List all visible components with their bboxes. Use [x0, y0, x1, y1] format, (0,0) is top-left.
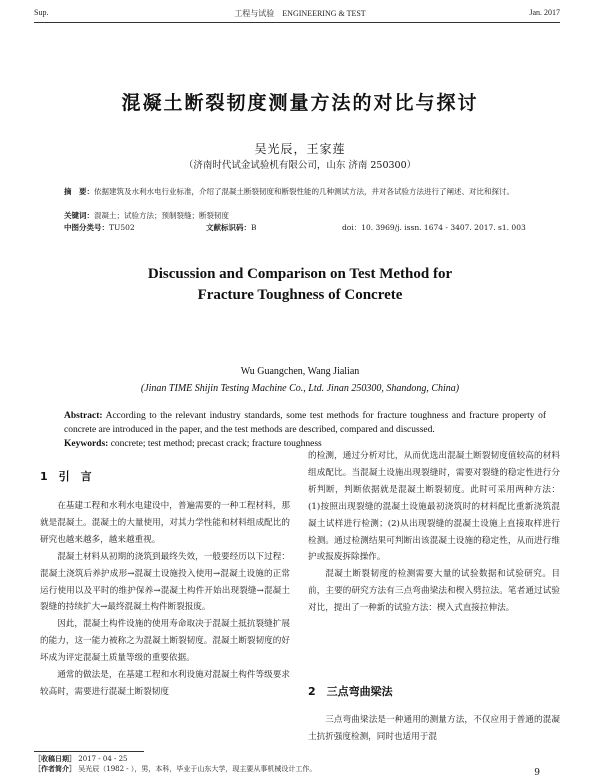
- class-label: 中图分类号：: [64, 223, 109, 232]
- affiliation-english: (Jinan TIME Shijin Testing Machine Co., Ltd. Jinan 250300, Shandong, China): [140, 383, 460, 394]
- body-paragraph: 在基建工程和水利水电建设中，普遍需要的一种工程材料，那就是混凝土。混凝土的大量使用，对其力学性能和材料组成配比的研究也越来越多，越来越重视。: [40, 501, 290, 545]
- affiliation-chinese: （济南时代试金试验机有限公司，山东 济南 250300）: [183, 160, 417, 171]
- doc-value: B: [251, 223, 257, 232]
- header-rule: [34, 22, 560, 23]
- authors-english: Wu Guangchen, Wang Jialian: [240, 366, 360, 377]
- section-2-body: [308, 712, 560, 746]
- body-paragraph: 通常的做法是，在基建工程和水利设施对混凝土构件等级要求较高时，需要进行混凝土断裂韧度: [40, 670, 290, 697]
- received-date: 2017 - 04 - 25: [78, 755, 128, 763]
- author-bio-label: ［作者简介］: [34, 764, 76, 773]
- keywords-text: 混凝土；试验方法；预制裂缝；断裂韧度: [94, 211, 229, 220]
- abstract-english: [64, 409, 546, 451]
- abstract-chinese: [64, 186, 542, 197]
- class-value: TU502: [109, 223, 135, 232]
- body-paragraph: 混凝土材料从初期的浇筑到最终失效，一般要经历以下过程：混凝土浇筑后养护成形→混凝土设施投入使用→混凝土设施的正常运行使用以及平时的维护保养→混凝土构件开始出现裂缝→混凝土裂缝的持续扩大→最终混凝土构件断裂报废。: [40, 551, 290, 613]
- document-code: [206, 222, 257, 233]
- title-chinese: 混凝土断裂韧度测量方法的对比与探讨: [121, 92, 479, 114]
- abstract-text: 依据建筑及水利水电行业标准，介绍了混凝土断裂韧度和断裂性能的几种测试方法，并对各试验方法进行了阐述、对比和探讨。: [94, 187, 514, 196]
- footnote-author: [34, 764, 316, 774]
- body-paragraph: 的检测，通过分析对比，从而优选出混凝土断裂韧度值较高的材料组成配比。当混凝土设施出现裂缝时，需要对裂缝的稳定性进行分析判断，判断依据就是混凝土断裂韧度。此时可采用两种方法：(1)按照出现裂缝的混凝土设施最初浇筑时的材料配比重新浇筑混凝土试样进行检测；(2)从出现裂缝的混凝土设施上直接取样进行检测。通过检测结果可判断出该混凝土设施的稳定性，从而进行维护或报废拆除操作。: [308, 451, 560, 563]
- doi: doi：10. 3969/j. issn. 1674 - 3407. 2017. s1. 003: [342, 223, 526, 232]
- running-header-journal: 工程与试验 ENGINEERING & TEST: [234, 9, 366, 18]
- abstract-en-text: According to the relevant industry standards, some test methods for fracture toughness and fracture property of concrete are introduced in the paper, and the test methods are described, compared and discussed.: [64, 411, 546, 435]
- title-english-line1: Discussion and Comparison on Test Method for: [147, 266, 453, 282]
- title-english-line2: Fracture Toughness of Concrete: [197, 287, 403, 303]
- doc-label: 文献标识码：: [206, 223, 251, 232]
- body-paragraph: 三点弯曲梁法是一种通用的测量方法，不仅应用于普通的混凝土抗折强度检测，同时也适用于混: [308, 715, 560, 742]
- footnote-received: [34, 754, 128, 764]
- body-paragraph: 因此，混凝土构件设施的使用寿命取决于混凝土抵抗裂缝扩展的能力，这一能力被称之为混凝土断裂韧度。混凝土断裂韧度的好坏成为评定混凝土质量等级的重要依据。: [40, 619, 290, 664]
- received-label: ［收稿日期］: [34, 754, 76, 763]
- abstract-label: 摘 要：: [64, 187, 94, 196]
- footnote-rule: [34, 751, 144, 752]
- abstract-en-label: Abstract:: [64, 411, 103, 421]
- running-header-date: Jan. 2017: [529, 8, 560, 17]
- left-column: [40, 498, 290, 701]
- right-column: [308, 448, 560, 617]
- classification-code: [64, 222, 135, 233]
- running-header-left: Sup.: [34, 8, 49, 17]
- keywords-en-label: Keywords:: [64, 439, 109, 449]
- keywords-en-text: concrete; test method; precast crack; fracture toughness: [110, 439, 322, 449]
- section-1-heading: 1 引 言: [40, 470, 92, 483]
- authors-chinese: 吴光辰，王家莲: [254, 142, 346, 156]
- author-bio: 吴光辰（1982 - ），男，本科，毕业于山东大学，现主要从事机械设计工作。: [78, 765, 317, 773]
- keywords-label: 关键词：: [64, 211, 94, 220]
- body-paragraph: 混凝土断裂韧度的检测需要大量的试验数据和试验研究。目前，主要的研究方法有三点弯曲梁法和楔入劈拉法。笔者通过试验对比，提出了一种新的试验方法：楔入式直接拉伸法。: [308, 569, 560, 614]
- keywords-chinese: [64, 210, 229, 221]
- page-number: 9: [534, 768, 540, 778]
- section-2-heading: 2 三点弯曲梁法: [308, 685, 393, 698]
